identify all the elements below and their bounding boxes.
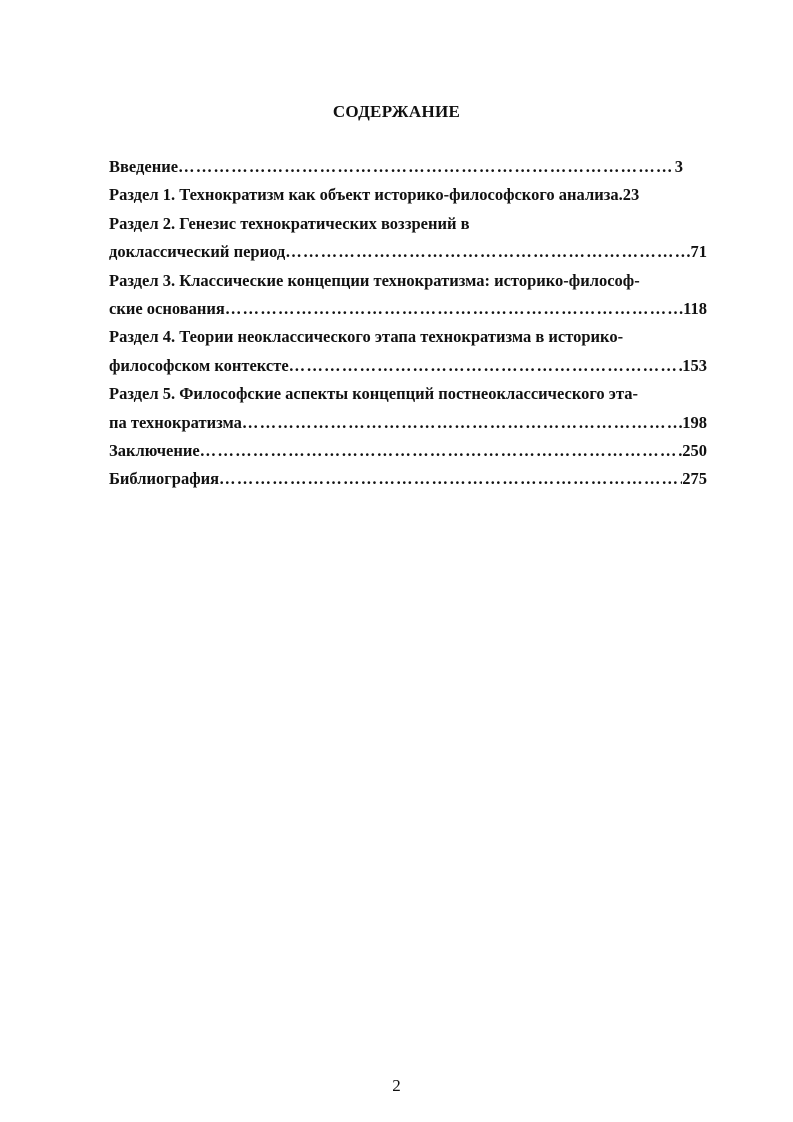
toc-leader-dots — [242, 409, 682, 437]
toc-entry-text: Раздел 5. Философские аспекты концепций постнеоклассического эта- — [109, 384, 638, 404]
toc-entry-text: доклассический период — [109, 242, 286, 262]
toc-entry-section-5-line-1 — [109, 380, 707, 408]
toc-page-number: 275 — [682, 469, 707, 489]
toc-entry-text: па технократизма — [109, 412, 242, 432]
table-of-contents — [109, 153, 707, 494]
toc-entry-introduction — [109, 153, 683, 181]
toc-entry-text: философском контексте — [109, 355, 289, 375]
toc-entry-section-4-line-2 — [109, 352, 707, 380]
toc-entry-text: Раздел 4. Теории неоклассического этапа технократизма в историко- — [109, 327, 624, 347]
toc-entry-text: Раздел 2. Генезис технократических воззрений в — [109, 213, 470, 233]
toc-entry-section-3-line-1 — [109, 267, 707, 295]
toc-entry-section-5-line-2 — [109, 409, 707, 437]
toc-entry-section-2-line-1 — [109, 210, 707, 238]
toc-entry-section-1 — [109, 181, 707, 209]
toc-entry-text: ские основания — [109, 299, 225, 319]
toc-entry-section-2-line-2 — [109, 238, 707, 266]
toc-leader-dots — [178, 153, 675, 181]
toc-page-number: 153 — [682, 355, 707, 375]
toc-entry-text: Введение — [109, 157, 179, 176]
toc-leader-dots — [289, 352, 683, 380]
toc-entry-text: Заключение — [109, 441, 200, 461]
toc-leader-dots — [200, 437, 683, 465]
toc-leader-dots — [219, 465, 682, 493]
toc-entry-conclusion — [109, 437, 707, 465]
page-title: СОДЕРЖАНИЕ — [332, 102, 461, 121]
toc-page-number: 198 — [682, 412, 707, 432]
toc-entry-section-3-line-2 — [109, 295, 707, 323]
toc-leader-dots — [225, 295, 683, 323]
toc-entry-text: Раздел 1. Технократизм как объект историко-философского анализа. — [109, 185, 623, 205]
toc-page-number: 23 — [622, 185, 640, 205]
toc-page-number: 3 — [674, 157, 683, 176]
toc-entry-text: Библиография — [109, 469, 220, 489]
page-number: 2 — [392, 1076, 401, 1095]
toc-page-number: 118 — [683, 299, 707, 319]
toc-entry-section-4-line-1 — [109, 323, 707, 351]
toc-page-number: 71 — [690, 242, 707, 262]
toc-entry-bibliography — [109, 465, 707, 493]
toc-entry-text: Раздел 3. Классические концепции технократизма: историко-философ- — [109, 270, 640, 290]
toc-page-number: 250 — [682, 441, 707, 461]
toc-leader-dots — [285, 238, 690, 266]
